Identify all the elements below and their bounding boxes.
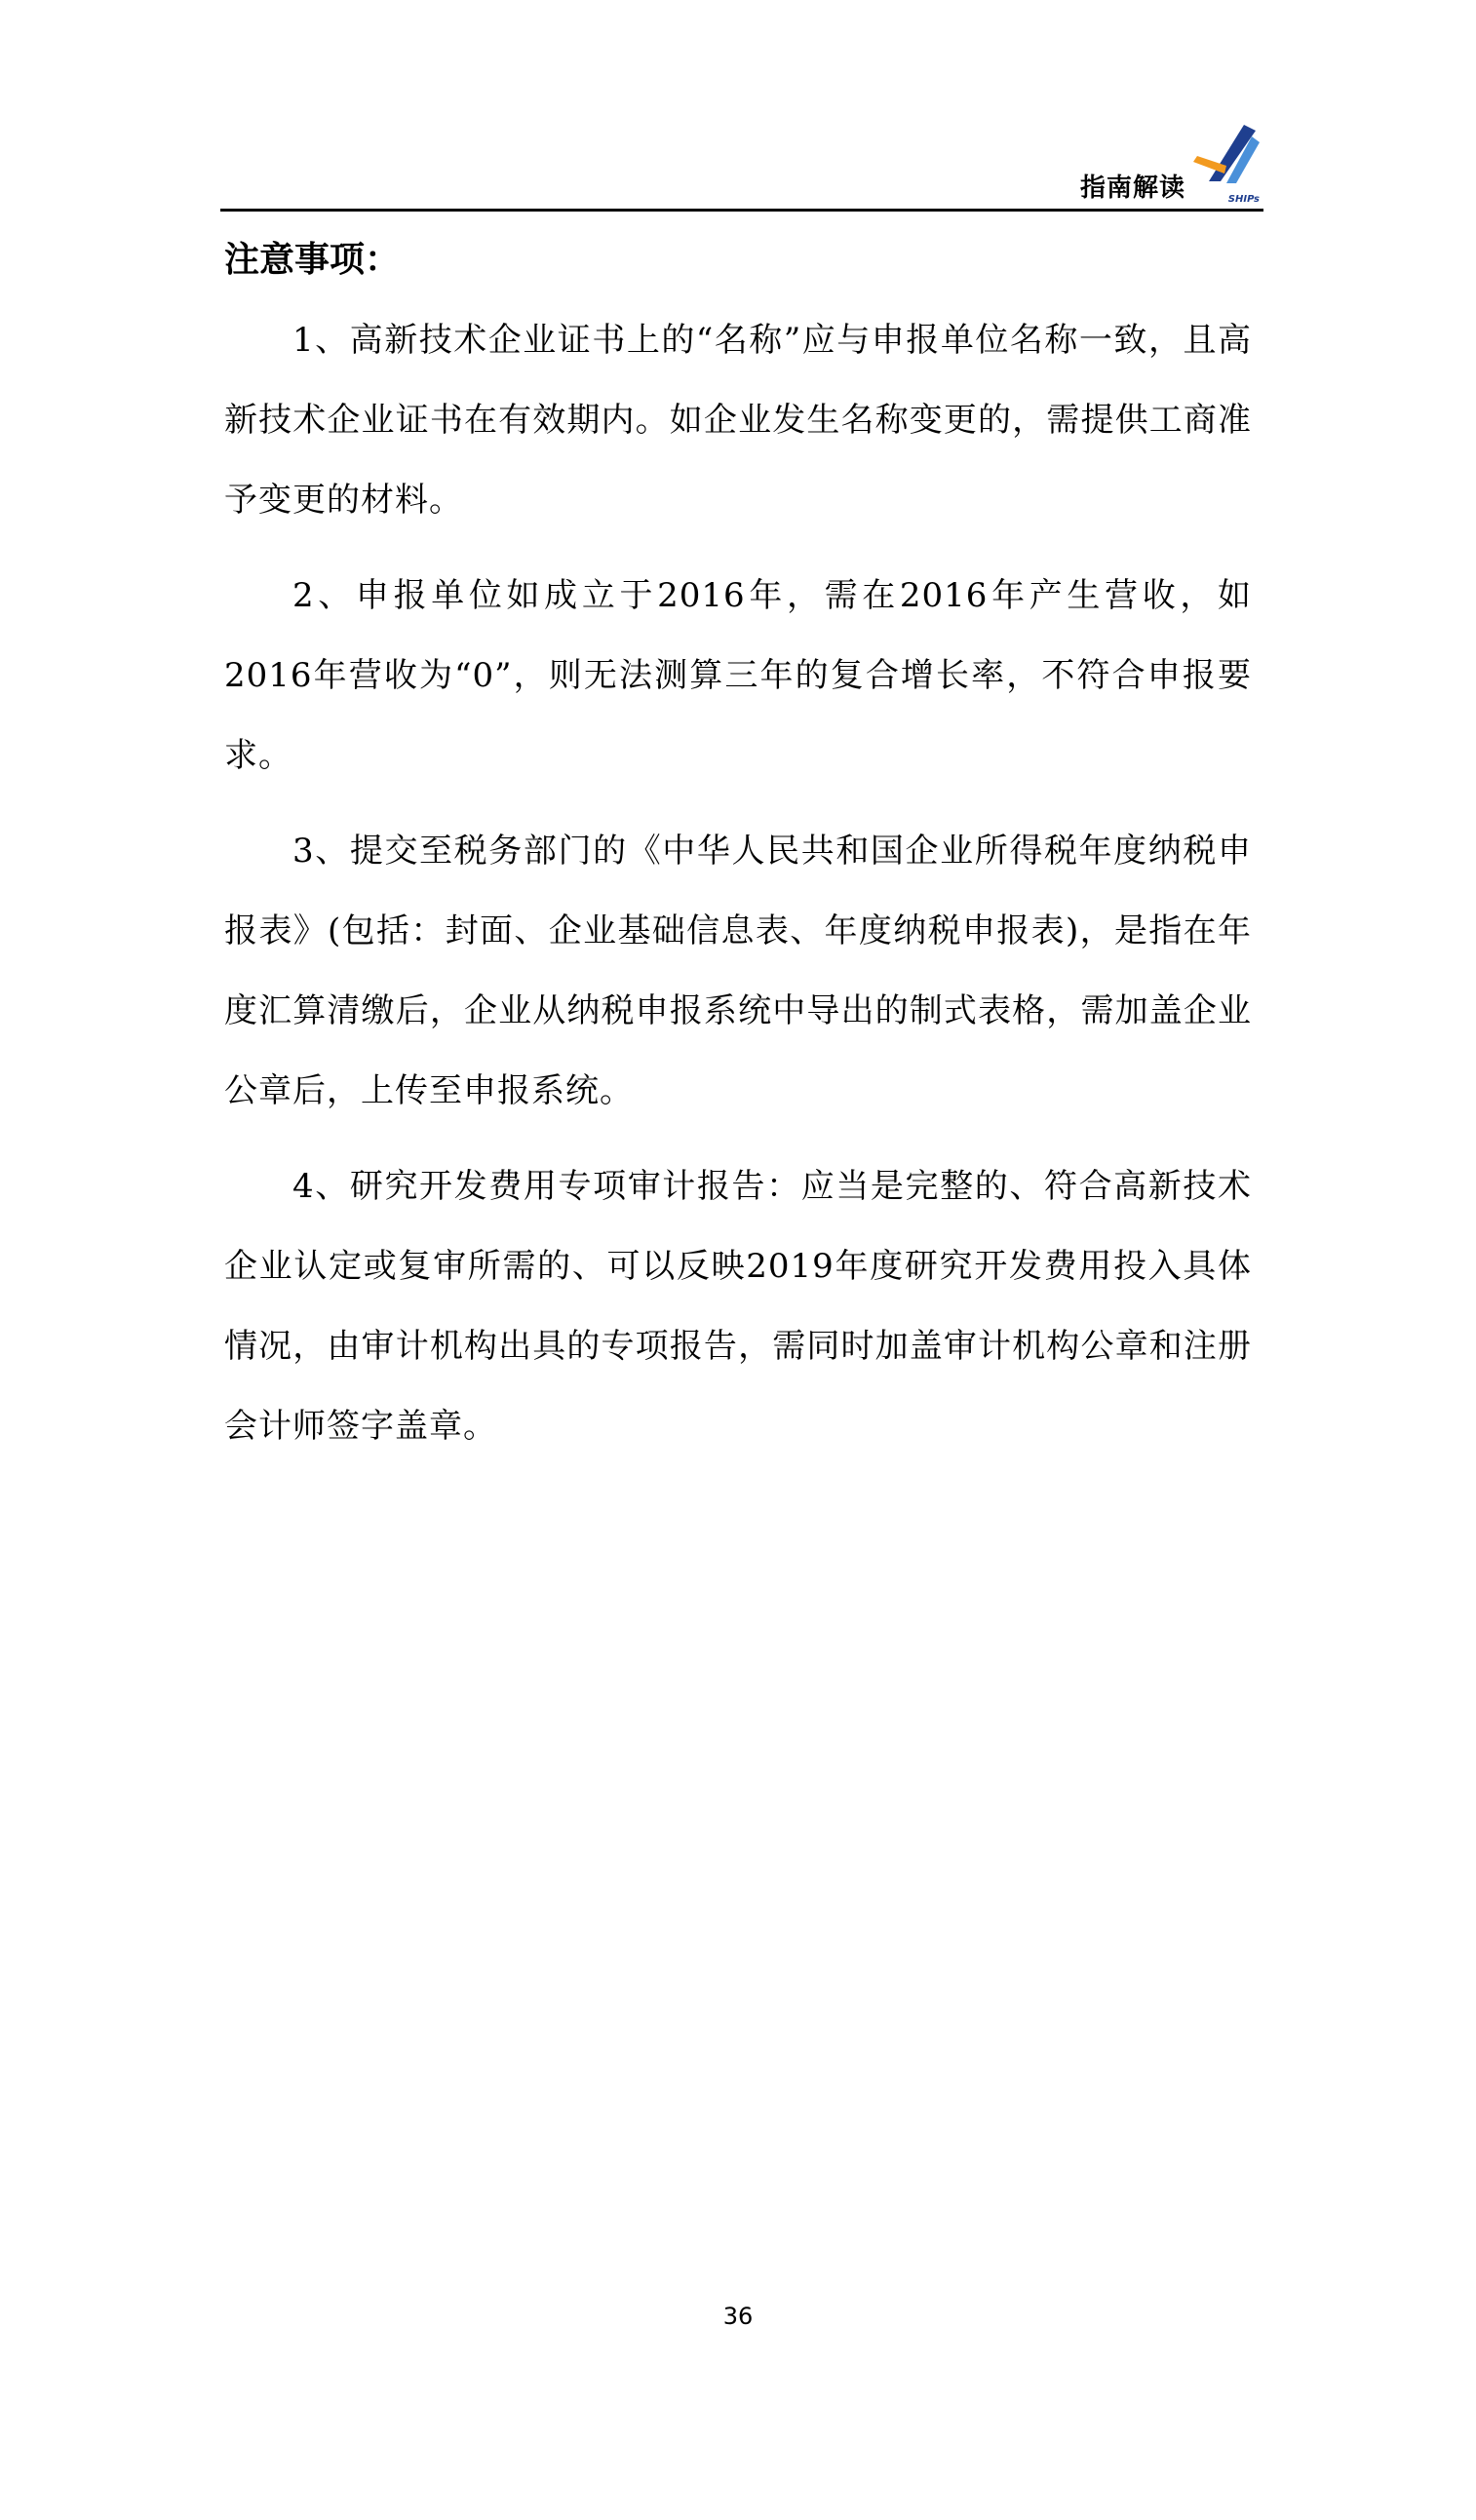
logo-swoosh-orange xyxy=(1193,156,1226,174)
page-header xyxy=(220,146,1263,211)
note-paragraph-1: 1、高新技术企业证书上的“名称”应与申报单位名称一致，且高新技术企业证书在有效期内。如企业发生名称变更的，需提供工商准予变更的材料。 xyxy=(224,321,1252,520)
note-paragraph-4: 4、研究开发费用专项审计报告：应当是完整的、符合高新技术企业认定或复审所需的、可以反映2019年度研究开发费用投入具体情况，由审计机构出具的专项报告，需同时加盖审计机构公章和注册会计师签字盖章。 xyxy=(224,1167,1252,1446)
main-content xyxy=(224,234,1252,1482)
note-paragraph-3: 3、提交至税务部门的《中华人民共和国企业所得税年度纳税申报表》(包括：封面、企业基础信息表、年度纳税申报表)，是指在年度汇算清缴后，企业从纳税申报系统中导出的制式表格，需加盖企业公章后，上传至申报系统。 xyxy=(224,832,1252,1110)
note-paragraph-2: 2、申报单位如成立于2016年，需在2016年产生营收，如2016年营收为“0”，则无法测算三年的复合增长率，不符合申报要求。 xyxy=(224,576,1252,775)
section-heading: 注意事项： xyxy=(224,240,401,280)
logo-text: SHIPs xyxy=(1227,194,1260,205)
header-title: 指南解读 xyxy=(1079,174,1185,203)
page-number: 36 xyxy=(722,2303,754,2330)
ships-logo xyxy=(1187,123,1263,209)
header-divider xyxy=(220,209,1263,212)
